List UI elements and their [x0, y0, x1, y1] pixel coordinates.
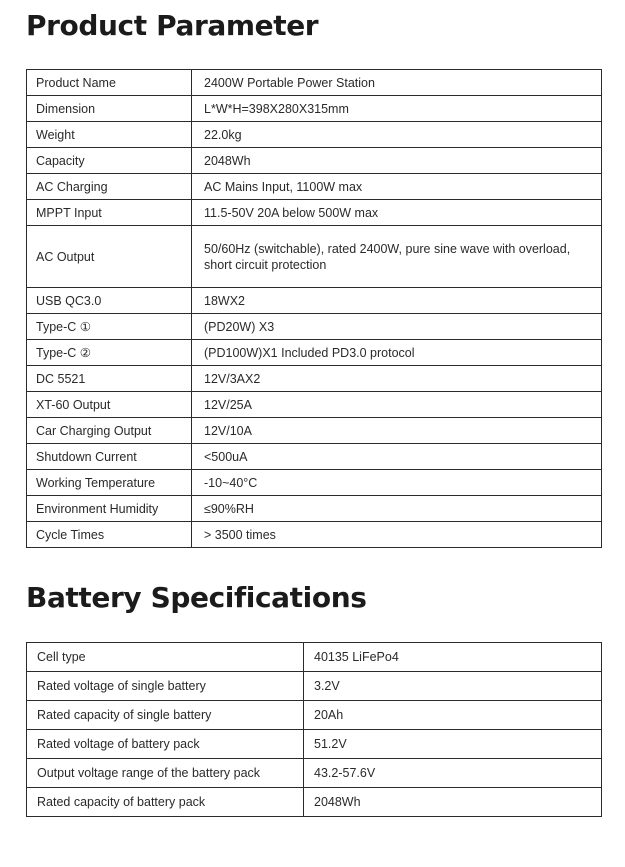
- table-row: [27, 470, 602, 496]
- row-value: L*W*H=398X280X315mm: [192, 96, 602, 122]
- battery-specifications-title: Battery Specifications: [26, 581, 367, 614]
- row-value: 51.2V: [304, 730, 602, 759]
- table-row: [27, 366, 602, 392]
- battery-specifications-table: [26, 642, 602, 817]
- table-row: [27, 314, 602, 340]
- table-row: [27, 70, 602, 96]
- row-label: Rated voltage of single battery: [27, 672, 304, 701]
- row-value: 43.2-57.6V: [304, 759, 602, 788]
- row-value: 12V/25A: [192, 392, 602, 418]
- row-label: DC 5521: [27, 366, 192, 392]
- row-value: 2048Wh: [192, 148, 602, 174]
- row-value: <500uA: [192, 444, 602, 470]
- row-label: Capacity: [27, 148, 192, 174]
- row-value: ≤90%RH: [192, 496, 602, 522]
- table-row: [27, 96, 602, 122]
- table-row: [27, 122, 602, 148]
- row-value: 11.5-50V 20A below 500W max: [192, 200, 602, 226]
- table-row: [27, 200, 602, 226]
- row-value: 12V/3AX2: [192, 366, 602, 392]
- row-label: Type-C ②: [27, 340, 192, 366]
- table-row: [27, 444, 602, 470]
- table-row: [27, 701, 602, 730]
- row-value: > 3500 times: [192, 522, 602, 548]
- row-value: 12V/10A: [192, 418, 602, 444]
- row-value: -10~40°C: [192, 470, 602, 496]
- row-value: (PD100W)X1 Included PD3.0 protocol: [192, 340, 602, 366]
- row-label: AC Output: [27, 226, 192, 288]
- row-label: Type-C ①: [27, 314, 192, 340]
- row-label: Weight: [27, 122, 192, 148]
- table-row: [27, 418, 602, 444]
- row-label: AC Charging: [27, 174, 192, 200]
- row-label: Environment Humidity: [27, 496, 192, 522]
- table-row: [27, 788, 602, 817]
- row-value: 3.2V: [304, 672, 602, 701]
- row-value: 50/60Hz (switchable), rated 2400W, pure sine wave with overload, short circuit protection: [192, 226, 602, 288]
- row-value: 40135 LiFePo4: [304, 643, 602, 672]
- row-label: Product Name: [27, 70, 192, 96]
- table-row: [27, 672, 602, 701]
- table-row: [27, 759, 602, 788]
- row-label: Shutdown Current: [27, 444, 192, 470]
- row-value: 2400W Portable Power Station: [192, 70, 602, 96]
- row-label: Output voltage range of the battery pack: [27, 759, 304, 788]
- row-value: 22.0kg: [192, 122, 602, 148]
- row-label: Rated voltage of battery pack: [27, 730, 304, 759]
- table-row: [27, 340, 602, 366]
- row-label: Dimension: [27, 96, 192, 122]
- table-row: [27, 288, 602, 314]
- table-row: [27, 730, 602, 759]
- row-label: MPPT Input: [27, 200, 192, 226]
- table-row: [27, 226, 602, 288]
- row-value: 20Ah: [304, 701, 602, 730]
- table-row: [27, 148, 602, 174]
- row-label: Cycle Times: [27, 522, 192, 548]
- table-row: [27, 496, 602, 522]
- row-label: XT-60 Output: [27, 392, 192, 418]
- table-row: [27, 522, 602, 548]
- row-label: Rated capacity of single battery: [27, 701, 304, 730]
- product-parameter-title: Product Parameter: [26, 9, 319, 42]
- table-row: [27, 643, 602, 672]
- row-label: Working Temperature: [27, 470, 192, 496]
- table-row: [27, 392, 602, 418]
- product-parameter-table: [26, 69, 602, 548]
- row-label: USB QC3.0: [27, 288, 192, 314]
- row-value: 2048Wh: [304, 788, 602, 817]
- row-label: Car Charging Output: [27, 418, 192, 444]
- row-label: Rated capacity of battery pack: [27, 788, 304, 817]
- row-value: AC Mains Input, 1100W max: [192, 174, 602, 200]
- table-row: [27, 174, 602, 200]
- row-value: (PD20W) X3: [192, 314, 602, 340]
- row-value: 18WX2: [192, 288, 602, 314]
- row-label: Cell type: [27, 643, 304, 672]
